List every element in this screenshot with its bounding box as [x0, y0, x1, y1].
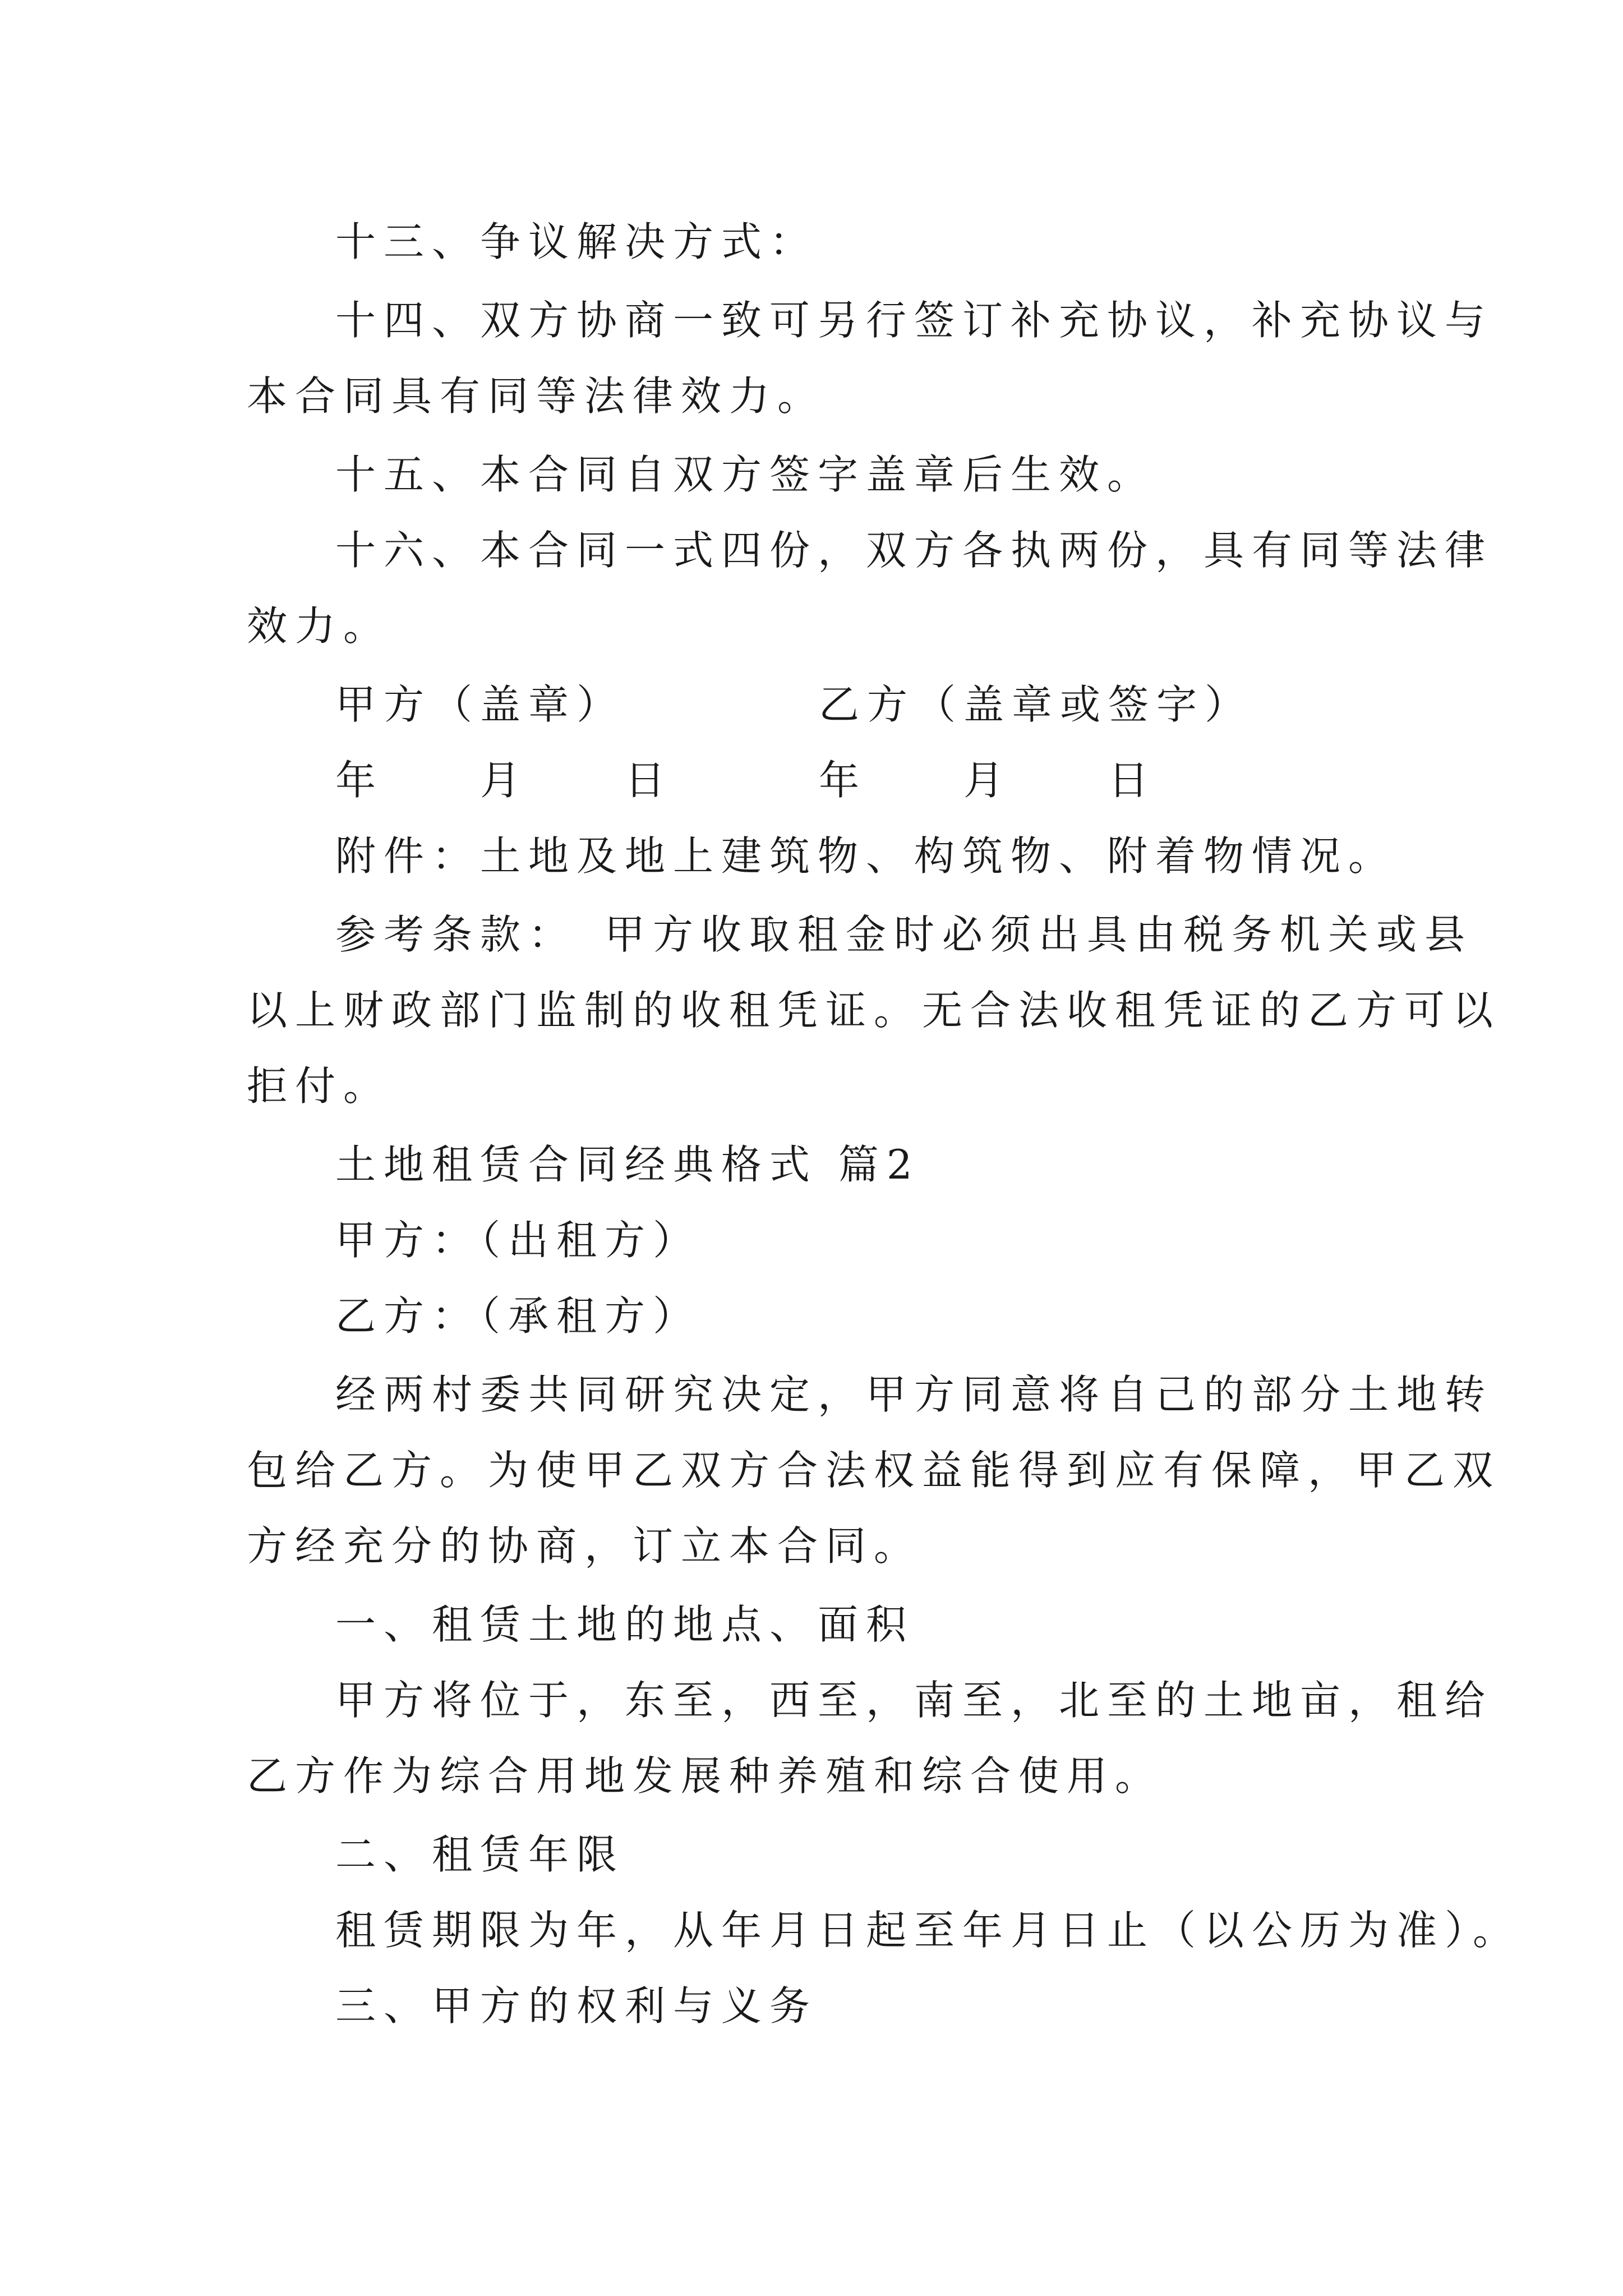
reference-clause-line-1: 参考条款： 甲方收取租金时必须出具由税务机关或县 [335, 911, 1473, 958]
section-1-line-1: 甲方将位于，东至，西至，南至，北至的土地亩，租给 [335, 1677, 1493, 1724]
reference-clause-line-2: 以上财政部门监制的收租凭证。无合法收租凭证的乙方可以 [247, 987, 1501, 1034]
section-1-line-2: 乙方作为综合用地发展种养殖和综合使用。 [247, 1752, 1164, 1800]
clause-14-line-2: 本合同具有同等法律效力。 [247, 372, 826, 420]
party-b-label: 乙方：（承租方） [335, 1292, 702, 1340]
clause-16-line-1: 十六、本合同一式四份，双方各执两份，具有同等法律 [335, 527, 1493, 574]
clause-13: 十三、争议解决方式： [335, 218, 818, 265]
signature-party-b: 乙方（盖章或签字） [819, 681, 1253, 728]
party-a-label: 甲方：（出租方） [335, 1217, 702, 1264]
intro-line-1: 经两村委共同研究决定，甲方同意将自己的部分土地转 [335, 1371, 1493, 1418]
date-party-a: 年 月 日 [335, 757, 674, 804]
clause-15: 十五、本合同自双方签字盖章后生效。 [335, 451, 1156, 498]
intro-line-3: 方经充分的协商，订立本合同。 [247, 1522, 923, 1570]
heading-section-3: 三、甲方的权利与义务 [335, 1982, 818, 2030]
section-title-2: 土地租赁合同经典格式 篇2 [335, 1141, 920, 1188]
section-2-line-1: 租赁期限为年，从年月日起至年月日止（以公历为准）。 [335, 1907, 1521, 1954]
clause-14-line-1: 十四、双方协商一致可另行签订补充协议，补充协议与 [335, 297, 1493, 344]
intro-line-2: 包给乙方。为使甲乙双方合法权益能得到应有保障，甲乙双 [247, 1447, 1501, 1494]
reference-clause-line-3: 拒付。 [247, 1062, 392, 1110]
signature-party-a: 甲方（盖章） [335, 681, 625, 728]
clause-16-line-2: 效力。 [247, 602, 392, 650]
attachment-note: 附件：土地及地上建筑物、构筑物、附着物情况。 [335, 832, 1397, 880]
date-party-b: 年 月 日 [819, 757, 1157, 804]
heading-section-1: 一、租赁土地的地点、面积 [335, 1601, 915, 1648]
heading-section-2: 二、租赁年限 [335, 1831, 625, 1878]
